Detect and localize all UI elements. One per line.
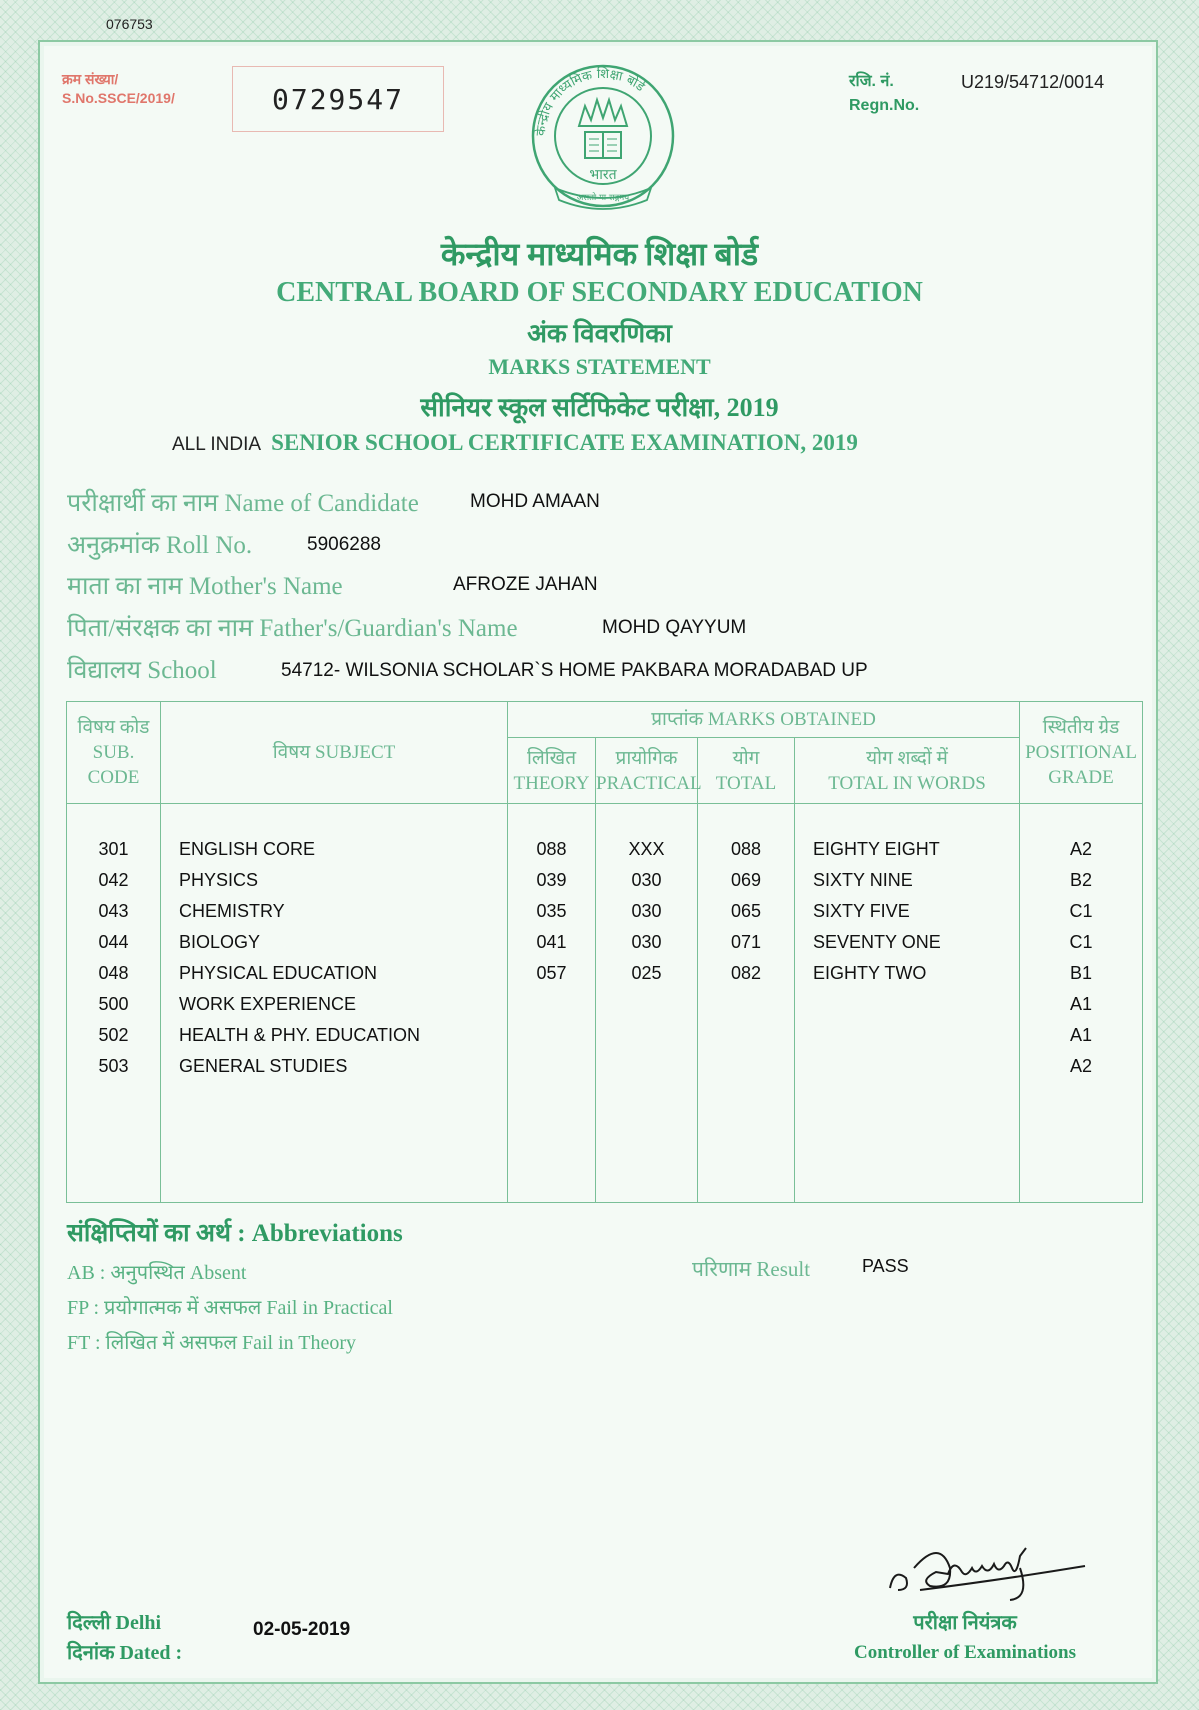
- theory-marks: 035: [536, 901, 567, 921]
- theory-marks: 041: [536, 932, 567, 952]
- abbreviation-fail-theory: FT : लिखित में असफल Fail in Theory: [67, 1332, 357, 1354]
- header-positional-grade: [1020, 702, 1143, 804]
- regn-label-hindi: रजि. नं.: [849, 73, 894, 90]
- subject-name: CHEMISTRY: [179, 901, 285, 921]
- subject-name: GENERAL STUDIES: [179, 1056, 348, 1076]
- mother-name: AFROZE JAHAN: [453, 574, 598, 595]
- positional-grade: C1: [1069, 901, 1093, 921]
- registration-number: U219/54712/0014: [961, 72, 1105, 92]
- header-theory-english: THEORY: [513, 772, 590, 794]
- sub-code: 502: [98, 1025, 129, 1045]
- total-marks: 065: [730, 901, 762, 921]
- practical-marks: 030: [631, 870, 662, 890]
- subject-name: PHYSICS: [179, 870, 259, 890]
- place-label: दिल्ली Delhi: [67, 1612, 162, 1634]
- total-marks: 071: [730, 932, 762, 952]
- total-in-words: SEVENTY ONE: [813, 932, 941, 952]
- header-marks-obtained: प्राप्तांक MARKS OBTAINED: [508, 702, 1020, 738]
- header-practical: [596, 738, 702, 804]
- sub-code: 042: [98, 870, 129, 890]
- total-in-words: EIGHTY TWO: [813, 963, 927, 983]
- subject-name: ENGLISH CORE: [179, 839, 316, 859]
- subjects-column: [161, 804, 508, 1203]
- subject-name: BIOLOGY: [179, 932, 261, 952]
- roll-number-label: अनुक्रमांक Roll No.: [67, 532, 253, 559]
- header-total-english: TOTAL: [715, 772, 777, 794]
- header-total: [698, 738, 795, 804]
- exam-prefix: ALL INDIA: [172, 434, 262, 455]
- school-name: 54712- WILSONIA SCHOLAR`S HOME PAKBARA MORADABAD UP: [281, 660, 868, 681]
- header-practical-hindi: प्रायोगिक: [615, 747, 678, 769]
- controller-title-english: Controller of Examinations: [853, 1642, 1077, 1663]
- board-title-hindi: केन्द्रीय माध्यमिक शिक्षा बोर्ड: [440, 236, 759, 272]
- result-value: PASS: [862, 1256, 909, 1276]
- positional-grade: C1: [1069, 932, 1093, 952]
- sub-code: 301: [98, 839, 129, 859]
- sub-code: 503: [98, 1056, 129, 1076]
- roll-number: 5906288: [307, 534, 381, 555]
- positional-grade: B1: [1070, 963, 1093, 983]
- school-label: विद्यालय School: [67, 657, 217, 684]
- exam-title-english: SENIOR SCHOOL CERTIFICATE EXAMINATION, 2019: [271, 430, 858, 455]
- practical-marks: 025: [631, 963, 662, 983]
- header-sub-code-en1: SUB.: [92, 742, 135, 763]
- header-words-hindi: योग शब्दों में: [866, 747, 948, 769]
- total-column: [698, 804, 795, 1203]
- issue-date: 02-05-2019: [253, 1619, 351, 1640]
- subject-name: WORK EXPERIENCE: [179, 994, 357, 1014]
- total-marks: 069: [730, 870, 762, 890]
- practical-marks: 030: [631, 901, 662, 921]
- abbreviation-fail-practical: FP : प्रयोगात्मक में असफल Fail in Practical: [67, 1297, 393, 1319]
- marks-table: [66, 701, 1143, 1203]
- words-column: [795, 804, 1020, 1203]
- header-grade-en1: POSITIONAL: [1025, 742, 1137, 763]
- total-marks: 088: [730, 839, 762, 859]
- total-in-words: SIXTY NINE: [813, 870, 913, 890]
- header-grade-en2: GRADE: [1048, 767, 1114, 788]
- header-grade-hindi: स्थितीय ग्रेड: [1042, 717, 1120, 738]
- father-name: MOHD QAYYUM: [602, 617, 747, 638]
- board-title-english: CENTRAL BOARD OF SECONDARY EDUCATION: [276, 277, 923, 308]
- header-sub-code-en2: CODE: [87, 767, 140, 788]
- abbreviations-title: संक्षिप्तियों का अर्थ : Abbreviations: [67, 1220, 403, 1247]
- header-practical-english: PRACTICAL: [596, 772, 702, 794]
- positional-grade: A2: [1070, 839, 1093, 859]
- practical-column: [596, 804, 698, 1203]
- theory-marks: 057: [536, 963, 567, 983]
- controller-title-hindi: परीक्षा नियंत्रक: [913, 1612, 1017, 1634]
- subject-name: HEALTH & PHY. EDUCATION: [179, 1025, 421, 1045]
- place-and-date-labels: [67, 1608, 182, 1668]
- header-sub-code: [67, 702, 161, 804]
- cbse-emblem-icon: [525, 58, 681, 218]
- top-serial-number: 076753: [106, 16, 153, 32]
- dated-label: दिनांक Dated :: [67, 1642, 183, 1664]
- header-sub-code-hindi: विषय कोड: [77, 717, 150, 738]
- codes-column: [67, 804, 161, 1203]
- theory-marks: 088: [536, 839, 567, 859]
- serial-label-english: S.No.SSCE/2019/: [62, 90, 175, 106]
- regn-label-english: Regn.No.: [849, 97, 920, 114]
- serial-number-label: [62, 70, 175, 108]
- result-label: परिणाम Result: [692, 1257, 811, 1281]
- controller-signature: [880, 1528, 1100, 1608]
- sub-code: 044: [98, 932, 129, 952]
- positional-grade: A1: [1070, 1025, 1093, 1045]
- emblem-bharat-text: भारत: [589, 167, 617, 183]
- theory-marks: 039: [536, 870, 567, 890]
- header-words-english: TOTAL IN WORDS: [828, 772, 986, 794]
- practical-marks: 030: [631, 932, 662, 952]
- registration-label: [849, 70, 919, 118]
- header-total-hindi: योग: [732, 747, 760, 769]
- positional-grade: A2: [1070, 1056, 1093, 1076]
- father-name-label: पिता/संरक्षक का नाम Father's/Guardian's Name: [67, 615, 518, 642]
- controller-of-examinations: [830, 1608, 1100, 1668]
- candidate-name-label: परीक्षार्थी का नाम Name of Candidate: [67, 490, 419, 517]
- header-theory-hindi: लिखित: [526, 747, 577, 769]
- sub-code: 048: [98, 963, 129, 983]
- total-in-words: SIXTY FIVE: [813, 901, 910, 921]
- total-in-words: EIGHTY EIGHT: [813, 839, 940, 859]
- statement-title-hindi: अंक विवरणिका: [527, 319, 672, 348]
- exam-title-hindi: सीनियर स्कूल सर्टिफिकेट परीक्षा, 2019: [420, 393, 779, 422]
- exam-title-row: [172, 430, 858, 456]
- candidate-name: MOHD AMAAN: [470, 491, 600, 512]
- header-total-in-words: [795, 738, 1020, 804]
- total-marks: 082: [730, 963, 762, 983]
- grade-column: [1020, 804, 1143, 1203]
- sub-code: 043: [98, 901, 129, 921]
- emblem-motto-text: असतो मा सद्गमय: [576, 193, 630, 203]
- positional-grade: B2: [1070, 870, 1093, 890]
- serial-number-box: 0729547: [232, 66, 444, 132]
- sub-code: 500: [98, 994, 129, 1014]
- subject-name: PHYSICAL EDUCATION: [179, 963, 378, 983]
- emblem-ring-text: केन्द्रीय माध्यमिक शिक्षा बोर्ड: [533, 66, 648, 137]
- positional-grade: A1: [1070, 994, 1093, 1014]
- serial-label-hindi: क्रम संख्या/: [62, 71, 119, 87]
- abbreviation-absent: AB : अनुपस्थित Absent: [67, 1262, 247, 1284]
- practical-marks: XXX: [628, 839, 665, 859]
- header-subject: विषय SUBJECT: [161, 702, 508, 804]
- statement-title-english: MARKS STATEMENT: [488, 354, 711, 379]
- theory-column: [508, 804, 596, 1203]
- header-theory: [508, 738, 596, 804]
- mother-name-label: माता का नाम Mother's Name: [67, 573, 343, 600]
